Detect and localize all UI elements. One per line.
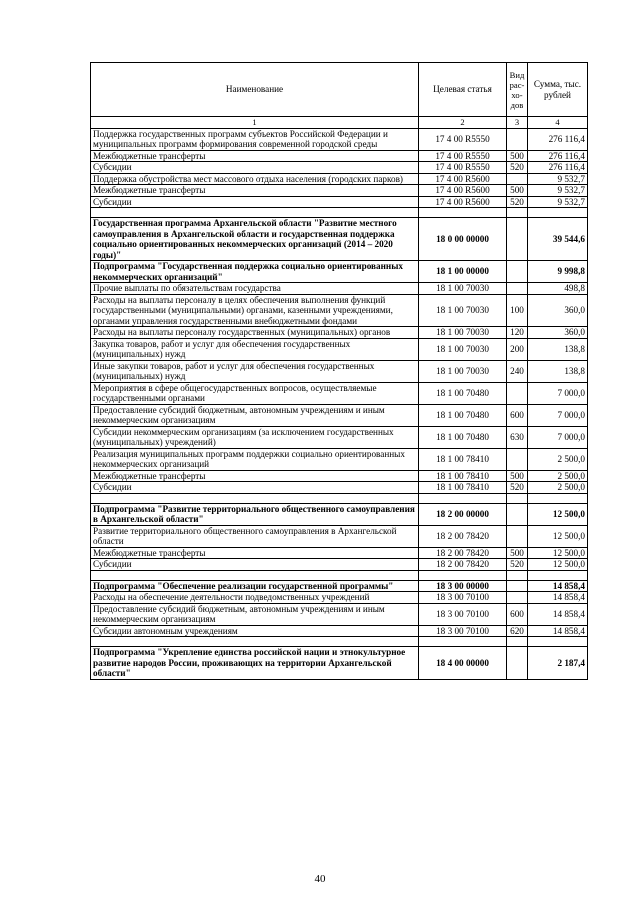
- spacer-cell: [528, 570, 588, 580]
- row-code: 18 2 00 00000: [419, 503, 507, 525]
- program-row: [91, 261, 588, 283]
- row-sum: 7 000,0: [528, 426, 588, 448]
- row-sum: 360,0: [528, 327, 588, 339]
- header-name: Наименование: [91, 63, 419, 117]
- row-name: Межбюджетные трансферты: [91, 470, 419, 482]
- row-type: 520: [507, 482, 528, 494]
- row-type: 520: [507, 162, 528, 174]
- row-sum: 138,8: [528, 338, 588, 360]
- row-type: [507, 173, 528, 185]
- spacer-cell: [91, 208, 419, 218]
- row-code: 18 3 00 70100: [419, 625, 507, 637]
- row-code: 18 1 00 70480: [419, 426, 507, 448]
- column-number: 3: [507, 117, 528, 129]
- row-name: Развитие территориального общественного самоуправления в Архангельской области: [91, 525, 419, 547]
- row-sum: 7 000,0: [528, 382, 588, 404]
- spacer-row: [91, 208, 588, 218]
- spacer-cell: [419, 637, 507, 647]
- page-number: 40: [314, 873, 326, 885]
- header-code: Целевая статья: [419, 63, 507, 117]
- spacer-cell: [419, 570, 507, 580]
- table-row: [91, 185, 588, 197]
- spacer-cell: [528, 637, 588, 647]
- spacer-cell: [91, 637, 419, 647]
- row-sum: 12 500,0: [528, 503, 588, 525]
- row-code: 18 1 00 70030: [419, 294, 507, 327]
- row-sum: 360,0: [528, 294, 588, 327]
- row-sum: 2 187,4: [528, 647, 588, 680]
- row-code: 18 1 00 70030: [419, 338, 507, 360]
- row-name: Субсидии некоммерческим организациям (за исключением государственных (муниципальных) учреждений): [91, 426, 419, 448]
- row-type: [507, 448, 528, 470]
- row-code: 18 1 00 78410: [419, 448, 507, 470]
- row-code: 18 3 00 70100: [419, 603, 507, 625]
- spacer-cell: [419, 208, 507, 218]
- row-sum: 14 858,4: [528, 625, 588, 637]
- row-name: Межбюджетные трансферты: [91, 547, 419, 559]
- table-row: [91, 482, 588, 494]
- row-name: Межбюджетные трансферты: [91, 185, 419, 197]
- row-type: [507, 382, 528, 404]
- row-sum: 2 500,0: [528, 470, 588, 482]
- header-row: [91, 63, 588, 117]
- program-row: [91, 647, 588, 680]
- row-type: 520: [507, 196, 528, 208]
- table-row: [91, 592, 588, 604]
- row-type: 600: [507, 404, 528, 426]
- row-type: [507, 261, 528, 283]
- table-row: [91, 360, 588, 382]
- row-sum: 9 532,7: [528, 185, 588, 197]
- row-type: [507, 218, 528, 261]
- row-type: [507, 128, 528, 150]
- table-row: [91, 470, 588, 482]
- row-name: Субсидии: [91, 482, 419, 494]
- row-name: Межбюджетные трансферты: [91, 150, 419, 162]
- spacer-cell: [507, 493, 528, 503]
- table-row: [91, 196, 588, 208]
- spacer-cell: [91, 570, 419, 580]
- header-type: Вид рас-хо-дов: [507, 63, 528, 117]
- table-row: [91, 283, 588, 295]
- program-row: [91, 580, 588, 592]
- row-code: 17 4 00 R5600: [419, 185, 507, 197]
- column-number-row: [91, 117, 588, 129]
- row-name: Расходы на обеспечение деятельности подведомственных учреждений: [91, 592, 419, 604]
- row-sum: 12 500,0: [528, 559, 588, 571]
- row-type: 240: [507, 360, 528, 382]
- table-body: [91, 63, 588, 680]
- row-code: 17 4 00 R5550: [419, 162, 507, 174]
- row-type: 500: [507, 547, 528, 559]
- row-code: 18 1 00 70480: [419, 404, 507, 426]
- row-name: Подпрограмма "Обеспечение реализации государственной программы": [91, 580, 419, 592]
- row-name: Субсидии: [91, 196, 419, 208]
- row-code: 18 1 00 70030: [419, 283, 507, 295]
- row-name: Предоставление субсидий бюджетным, автономным учреждениям и иным некоммерческим организациям: [91, 404, 419, 426]
- row-name: Прочие выплаты по обязательствам государства: [91, 283, 419, 295]
- row-sum: 138,8: [528, 360, 588, 382]
- row-type: [507, 503, 528, 525]
- spacer-cell: [91, 493, 419, 503]
- header-sum: Сумма, тыс. рублей: [528, 63, 588, 117]
- row-code: 18 3 00 70100: [419, 592, 507, 604]
- table-row: [91, 173, 588, 185]
- row-sum: 12 500,0: [528, 547, 588, 559]
- row-name: Поддержка обустройства мест массового отдыха населения (городских парков): [91, 173, 419, 185]
- table-row: [91, 294, 588, 327]
- program-row: [91, 218, 588, 261]
- program-row: [91, 503, 588, 525]
- row-code: 18 1 00 00000: [419, 261, 507, 283]
- row-name: Закупка товаров, работ и услуг для обеспечения государственных (муниципальных) нужд: [91, 338, 419, 360]
- table-row: [91, 448, 588, 470]
- row-name: Субсидии: [91, 559, 419, 571]
- spacer-cell: [419, 493, 507, 503]
- spacer-row: [91, 493, 588, 503]
- row-sum: 276 116,4: [528, 162, 588, 174]
- spacer-row: [91, 570, 588, 580]
- row-sum: 498,8: [528, 283, 588, 295]
- row-type: 200: [507, 338, 528, 360]
- row-code: 17 4 00 R5600: [419, 196, 507, 208]
- row-type: [507, 283, 528, 295]
- row-type: 600: [507, 603, 528, 625]
- row-code: 18 2 00 78420: [419, 525, 507, 547]
- row-type: 500: [507, 470, 528, 482]
- spacer-cell: [528, 493, 588, 503]
- row-sum: 14 858,4: [528, 603, 588, 625]
- row-name: Субсидии: [91, 162, 419, 174]
- row-type: 120: [507, 327, 528, 339]
- table-row: [91, 327, 588, 339]
- row-sum: 7 000,0: [528, 404, 588, 426]
- row-code: 18 1 00 78410: [419, 470, 507, 482]
- row-code: 18 1 00 70030: [419, 327, 507, 339]
- row-code: 18 1 00 70030: [419, 360, 507, 382]
- table-row: [91, 426, 588, 448]
- row-code: 18 1 00 78410: [419, 482, 507, 494]
- row-type: 630: [507, 426, 528, 448]
- row-sum: 14 858,4: [528, 592, 588, 604]
- column-number: 4: [528, 117, 588, 129]
- spacer-cell: [528, 208, 588, 218]
- row-name: Предоставление субсидий бюджетным, автономным учреждениям и иным некоммерческим организациям: [91, 603, 419, 625]
- row-code: 18 1 00 70480: [419, 382, 507, 404]
- row-type: 100: [507, 294, 528, 327]
- spacer-cell: [507, 637, 528, 647]
- row-code: 17 4 00 R5550: [419, 150, 507, 162]
- table-row: [91, 162, 588, 174]
- table-row: [91, 382, 588, 404]
- row-code: 18 0 00 00000: [419, 218, 507, 261]
- spacer-cell: [507, 570, 528, 580]
- row-code: 17 4 00 R5600: [419, 173, 507, 185]
- row-type: [507, 592, 528, 604]
- row-name: Иные закупки товаров, работ и услуг для обеспечения государственных (муниципальных) нужд: [91, 360, 419, 382]
- table-row: [91, 525, 588, 547]
- row-code: 18 2 00 78420: [419, 547, 507, 559]
- row-sum: 2 500,0: [528, 482, 588, 494]
- row-name: Подпрограмма "Развитие территориального общественного самоуправления в Архангельской области": [91, 503, 419, 525]
- table-row: [91, 338, 588, 360]
- row-sum: 14 858,4: [528, 580, 588, 592]
- row-name: Реализация муниципальных программ поддержки социально ориентированных некоммерческих организаций: [91, 448, 419, 470]
- row-name: Подпрограмма "Укрепление единства российской нации и этнокультурное развитие народов России, проживающих на территории Архангельской области": [91, 647, 419, 680]
- row-type: [507, 525, 528, 547]
- row-sum: 2 500,0: [528, 448, 588, 470]
- spacer-row: [91, 637, 588, 647]
- column-number: 1: [91, 117, 419, 129]
- budget-table: [90, 62, 588, 680]
- row-code: 18 3 00 00000: [419, 580, 507, 592]
- row-sum: 276 116,4: [528, 150, 588, 162]
- row-sum: 276 116,4: [528, 128, 588, 150]
- row-type: [507, 580, 528, 592]
- table-row: [91, 128, 588, 150]
- table-row: [91, 547, 588, 559]
- spacer-cell: [507, 208, 528, 218]
- row-code: 18 2 00 78420: [419, 559, 507, 571]
- row-type: 500: [507, 150, 528, 162]
- row-code: 17 4 00 R5550: [419, 128, 507, 150]
- row-code: 18 4 00 00000: [419, 647, 507, 680]
- row-type: 500: [507, 185, 528, 197]
- row-name: Поддержка государственных программ субъектов Российской Федерации и муниципальных программ формирования современной городской среды: [91, 128, 419, 150]
- row-sum: 39 544,6: [528, 218, 588, 261]
- row-name: Мероприятия в сфере общегосударственных вопросов, осуществляемые государственными органами: [91, 382, 419, 404]
- table-row: [91, 404, 588, 426]
- row-type: [507, 647, 528, 680]
- row-sum: 9 532,7: [528, 196, 588, 208]
- row-sum: 9 532,7: [528, 173, 588, 185]
- row-name: Расходы на выплаты персоналу в целях обеспечения выполнения функций государственными (муниципальными) органами, казенными учреждениями, органами управления государственными внебюджетными фондами: [91, 294, 419, 327]
- table-row: [91, 150, 588, 162]
- row-type: 620: [507, 625, 528, 637]
- table-row: [91, 559, 588, 571]
- row-name: Субсидии автономным учреждениям: [91, 625, 419, 637]
- column-number: 2: [419, 117, 507, 129]
- row-sum: 9 998,8: [528, 261, 588, 283]
- row-name: Расходы на выплаты персоналу государственных (муниципальных) органов: [91, 327, 419, 339]
- row-sum: 12 500,0: [528, 525, 588, 547]
- row-name: Подпрограмма "Государственная поддержка социально ориентированных некоммерческих организаций": [91, 261, 419, 283]
- row-name: Государственная программа Архангельской области "Развитие местного самоуправления в Архангельской области и государственная поддержка социально ориентированных некоммерческих организаций (2014 – 2020 годы)": [91, 218, 419, 261]
- table-row: [91, 625, 588, 637]
- table-row: [91, 603, 588, 625]
- row-type: 520: [507, 559, 528, 571]
